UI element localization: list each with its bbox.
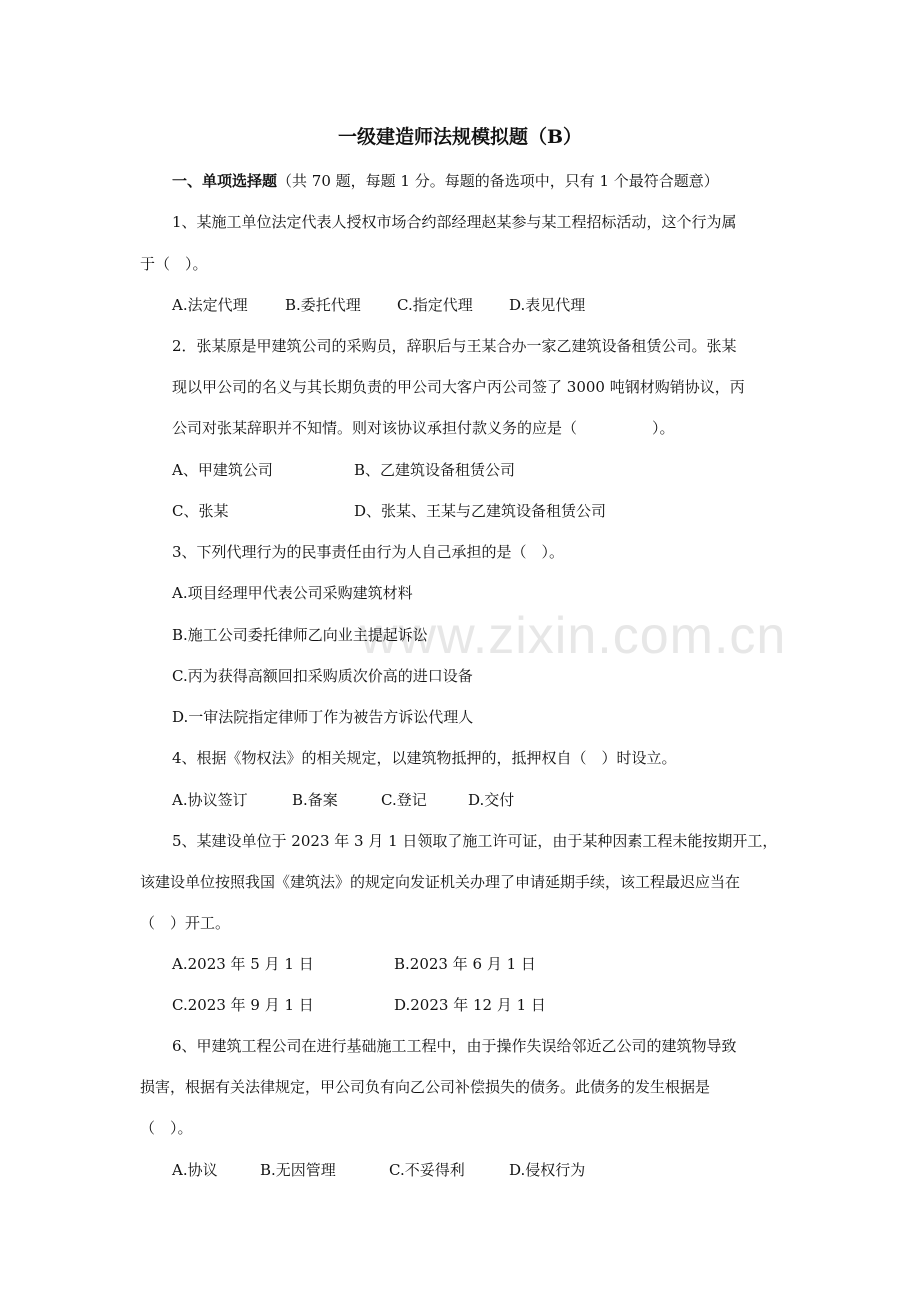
q3-option-c: C.丙为获得高额回扣采购质次价高的进口设备 <box>172 667 473 685</box>
q3-option-b: B.施工公司委托律师乙向业主提起诉讼 <box>172 626 428 644</box>
q5-option-b: B.2023 年 6 月 1 日 <box>394 955 536 973</box>
q5-option-a: A.2023 年 5 月 1 日 <box>172 955 314 973</box>
section-heading <box>172 171 719 191</box>
section-note: （共 70 题，每题 1 分。每题的备选项中，只有 1 个最符合题意） <box>277 172 719 190</box>
q3-option-d: D.一审法院指定律师丁作为被告方诉讼代理人 <box>172 708 474 726</box>
q5-option-c: C.2023 年 9 月 1 日 <box>172 996 314 1014</box>
q4-option-d: D.交付 <box>468 791 515 809</box>
q2-option-d: D、张某、王某与乙建筑设备租赁公司 <box>354 502 607 520</box>
q6-line2: 损害，根据有关法律规定，甲公司负有向乙公司补偿损失的债务。此债务的发生根据是 <box>140 1078 711 1096</box>
q6-option-b: B.无因管理 <box>260 1161 336 1179</box>
watermark-text: www.zixin.com.cn <box>360 607 787 665</box>
q5-option-d: D.2023 年 12 月 1 日 <box>394 996 546 1014</box>
q1-option-c: C.指定代理 <box>397 296 473 314</box>
q2-line1: 2．张某原是甲建筑公司的采购员，辞职后与王某合办一家乙建筑设备租赁公司。张某 <box>172 337 737 355</box>
q4-option-b: B.备案 <box>292 791 338 809</box>
q6-line1: 6、甲建筑工程公司在进行基础施工工程中，由于操作失误给邻近乙公司的建筑物导致 <box>172 1037 737 1055</box>
q3-line1: 3、下列代理行为的民事责任由行为人自己承担的是（ ）。 <box>172 543 565 561</box>
q2-line2: 现以甲公司的名义与其长期负责的甲公司大客户丙公司签了 3000 吨钢材购销协议，丙 <box>172 378 745 396</box>
section-head-label: 一、单项选择题 <box>172 172 278 190</box>
document-title: 一级建造师法规模拟题（B） <box>337 126 583 148</box>
q3-option-a: A.项目经理甲代表公司采购建筑材料 <box>172 584 413 602</box>
q2-option-c: C、张某 <box>172 502 229 520</box>
q5-line3: （ ）开工。 <box>140 914 231 932</box>
q6-option-a: A.协议 <box>172 1161 218 1179</box>
q4-option-a: A.协议签订 <box>172 791 248 809</box>
q6-option-c: C.不妥得利 <box>389 1161 465 1179</box>
q2-option-a: A、甲建筑公司 <box>172 461 273 479</box>
q2-option-b: B、乙建筑设备租赁公司 <box>354 461 516 479</box>
q6-line3: （ ）。 <box>140 1119 193 1137</box>
q6-option-d: D.侵权行为 <box>509 1161 586 1179</box>
q5-line1: 5、某建设单位于 2023 年 3 月 1 日领取了施工许可证，由于某种因素工程未能按期开工， <box>172 832 778 850</box>
q4-option-c: C.登记 <box>381 791 427 809</box>
q1-option-a: A.法定代理 <box>172 296 248 314</box>
q5-line2: 该建设单位按照我国《建筑法》的规定向发证机关办理了申请延期手续，该工程最迟应当在 <box>140 873 741 891</box>
q1-line2: 于（ ）。 <box>140 255 208 273</box>
q2-line3: 公司对张某辞职并不知情。则对该协议承担付款义务的应是（ ）。 <box>172 419 675 437</box>
q1-option-b: B.委托代理 <box>285 296 361 314</box>
q1-line1: 1、某施工单位法定代表人授权市场合约部经理赵某参与某工程招标活动，这个行为属 <box>172 213 737 231</box>
q4-line1: 4、根据《物权法》的相关规定，以建筑物抵押的，抵押权自（ ）时设立。 <box>172 749 677 767</box>
q1-option-d: D.表见代理 <box>509 296 586 314</box>
